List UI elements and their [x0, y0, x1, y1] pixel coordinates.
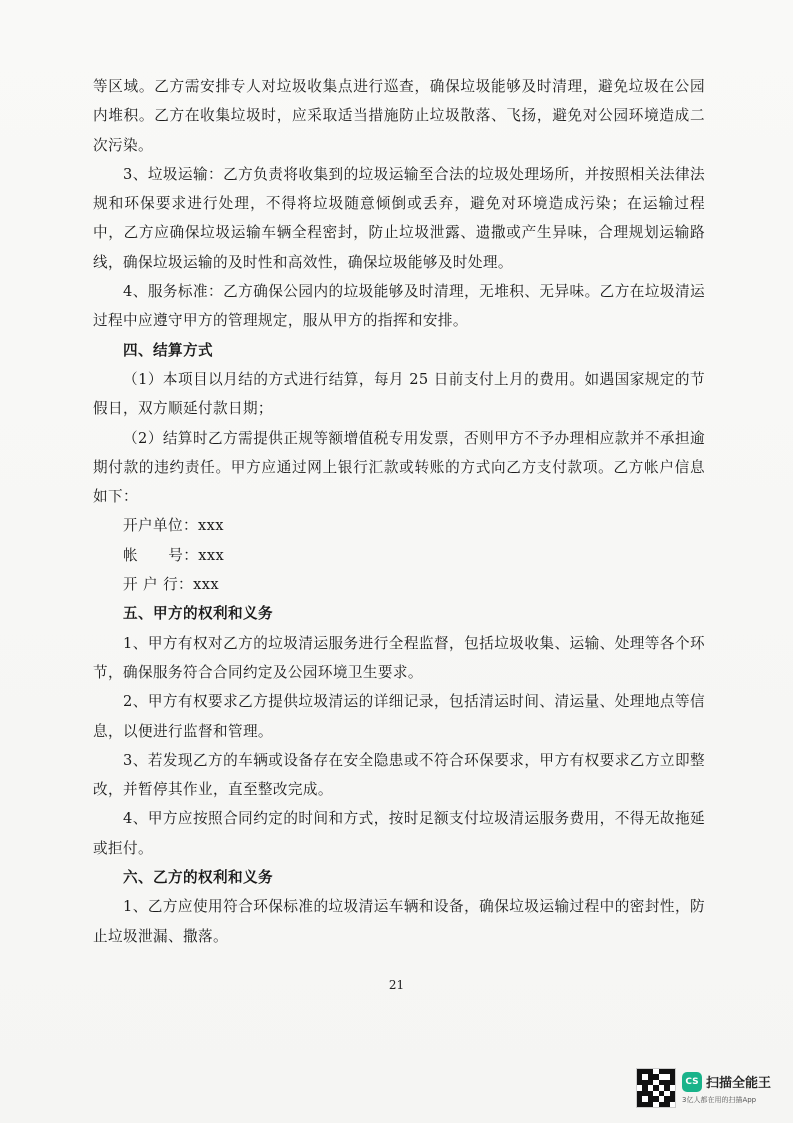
account-value: xxx — [197, 517, 224, 535]
paragraph-party-a-2: 2、甲方有权要求乙方提供垃圾清运的详细记录，包括清运时间、清运量、处理地点等信息，以便进行监督和管理。 — [93, 693, 705, 740]
paragraph-party-a-1: 1、甲方有权对乙方的垃圾清运服务进行全程监督，包括垃圾收集、运输、处理等各个环节，确保服务符合合同约定及公园环境卫生要求。 — [93, 634, 705, 681]
paragraph-party-a-3: 3、若发现乙方的车辆或设备存在安全隐患或不符合环保要求，甲方有权要求乙方立即整改，并暂停其作业，直至整改完成。 — [93, 751, 705, 799]
paragraph-continued: 等区域。乙方需安排专人对垃圾收集点进行巡查，确保垃圾能够及时清理，避免垃圾在公园内堆积。乙方在收集垃圾时，应采取适当措施防止垃圾散落、飞扬，避免对公园环境造成二次污染。 — [93, 78, 705, 154]
scanner-tagline: 3亿人都在用的扫描App — [682, 1095, 757, 1104]
account-row-unit — [93, 511, 705, 540]
scanner-brand — [682, 1072, 771, 1105]
section-heading-settlement: 四、结算方式 — [123, 341, 213, 359]
account-label: 开户单位： — [123, 517, 198, 535]
paragraph-party-a-4: 4、甲方应按照合同约定的时间和方式，按时足额支付垃圾清运服务费用，不得无故拖延或拒付。 — [93, 810, 705, 857]
account-row-number — [93, 541, 705, 570]
account-row-bank — [93, 570, 705, 599]
qr-code-icon — [636, 1068, 676, 1108]
page-number: 21 — [388, 978, 405, 992]
paragraph-settlement-2: （2）结算时乙方需提供正规等额增值税专用发票，否则甲方不予办理相应款并不承担逾期付款的违约责任。甲方应通过网上银行汇款或转账的方式向乙方支付款项。乙方帐户信息如下： — [93, 429, 705, 506]
section-heading-party-a: 五、甲方的权利和义务 — [123, 605, 273, 623]
scanner-watermark — [636, 1067, 771, 1109]
account-label: 帐 号： — [123, 546, 199, 564]
section-heading-party-b: 六、乙方的权利和义务 — [123, 869, 273, 887]
document-body — [93, 72, 705, 951]
paragraph-service-standard: 4、服务标准：乙方确保公园内的垃圾能够及时清理，无堆积、无异味。乙方在垃圾清运过程中应遵守甲方的管理规定，服从甲方的指挥和安排。 — [93, 283, 705, 330]
paragraph-settlement-1: （1）本项目以月结的方式进行结算，每月 25 日前支付上月的费用。如遇国家规定的节假日，双方顺延付款日期； — [93, 370, 705, 418]
account-label: 开 户 行： — [123, 576, 194, 594]
camscanner-logo-icon: CS — [682, 1072, 702, 1092]
paragraph-party-b-1: 1、乙方应使用符合环保标准的垃圾清运车辆和设备，确保垃圾运输过程中的密封性，防止垃圾泄漏、撒落。 — [93, 898, 705, 945]
paragraph-garbage-transport: 3、垃圾运输：乙方负责将收集到的垃圾运输至合法的垃圾处理场所，并按照相关法律法规和环保要求进行处理，不得将垃圾随意倾倒或丢弃，避免对环境造成污染；在运输过程中，乙方应确保垃圾运输车辆全程密封，防止垃圾泄露、遗撒或产生异味，合理规划运输路线，确保垃圾运输的及时性和高效性，确保垃圾能够及时处理。 — [93, 165, 705, 271]
account-value: xxx — [193, 576, 219, 594]
account-value: xxx — [198, 546, 225, 564]
scanner-app-name: 扫描全能王 — [706, 1076, 772, 1091]
